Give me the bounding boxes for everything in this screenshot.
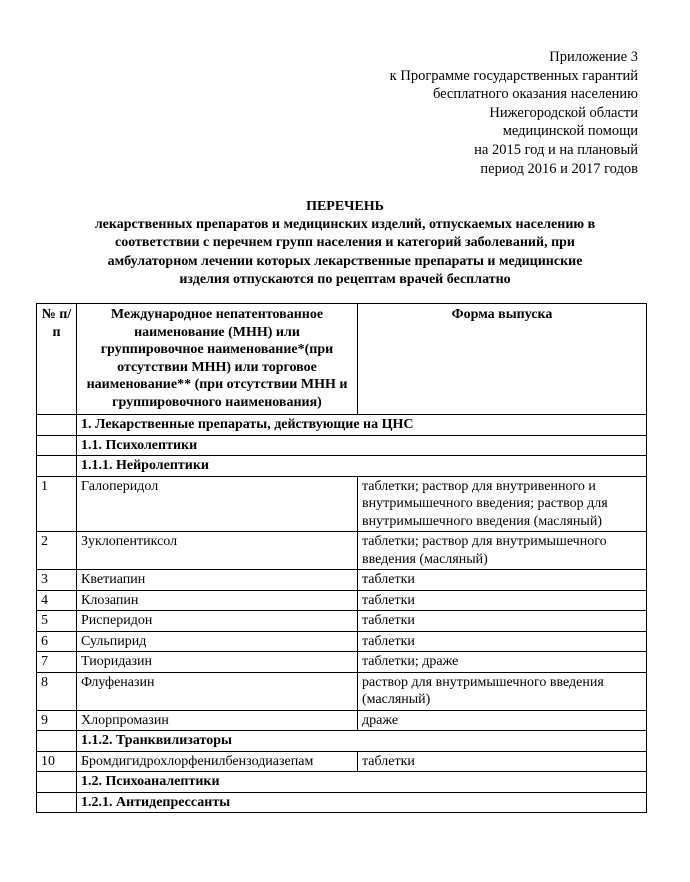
table-row <box>37 710 647 731</box>
section-title: 1.1.1. Нейролептики <box>77 456 647 477</box>
drug-name: Сульпирид <box>77 631 358 652</box>
drug-form: таблетки <box>358 590 647 611</box>
document-title <box>40 198 650 289</box>
table-row <box>37 631 647 652</box>
table-row <box>37 570 647 591</box>
row-number: 10 <box>37 751 77 772</box>
row-number: 1 <box>37 476 77 532</box>
appendix-line: бесплатного оказания населению <box>432 86 638 103</box>
drug-form: таблетки; раствор для внутримышечного введения (масляный) <box>358 532 647 570</box>
table-row <box>37 751 647 772</box>
row-number: 2 <box>37 532 77 570</box>
section-title: 1.1.2. Транквилизаторы <box>77 731 647 752</box>
header-number: № п/п <box>37 304 77 415</box>
section-number-cell <box>37 772 77 793</box>
section-number-cell <box>37 435 77 456</box>
title-line: изделия отпускаются по рецептам врачей бесплатно <box>179 271 511 287</box>
drug-name: Бромдигидрохлорфенилбензодиазепам <box>77 751 358 772</box>
table-row <box>37 590 647 611</box>
section-row <box>37 415 647 436</box>
row-number: 3 <box>37 570 77 591</box>
section-row <box>37 792 647 813</box>
row-number: 9 <box>37 710 77 731</box>
drug-name: Тиоридазин <box>77 652 358 673</box>
drug-form: таблетки <box>358 611 647 632</box>
section-title: 1.1. Психолептики <box>77 435 647 456</box>
section-row <box>37 772 647 793</box>
table-row <box>37 611 647 632</box>
drug-name: Флуфеназин <box>77 672 358 710</box>
section-number-cell <box>37 456 77 477</box>
table-header-row <box>37 304 647 415</box>
title-line: соответствии с перечнем групп населения и категорий заболеваний, при <box>115 235 575 251</box>
drug-form: таблетки <box>358 751 647 772</box>
appendix-note <box>390 48 638 178</box>
section-number-cell <box>37 731 77 752</box>
section-row <box>37 435 647 456</box>
title-heading: ПЕРЕЧЕНЬ <box>306 199 384 214</box>
drug-form: таблетки; драже <box>358 652 647 673</box>
drug-form: драже <box>358 710 647 731</box>
header-name: Международное непатентованное наименование (МНН) или группировочное наименование*(при отсутствии МНН) или торговое наименование** (при отсутствии МНН и группировочного наименования) <box>77 304 358 415</box>
appendix-line: медицинской помощи <box>502 123 638 140</box>
drug-form: таблетки <box>358 631 647 652</box>
title-line: амбулаторном лечении которых лекарственные препараты и медицинские <box>107 253 583 269</box>
appendix-line: на 2015 год и на плановый <box>474 141 638 158</box>
table-body <box>37 415 647 813</box>
drug-name: Клозапин <box>77 590 358 611</box>
drug-form: раствор для внутримышечного введения (масляный) <box>358 672 647 710</box>
appendix-line: Приложение 3 <box>549 49 638 65</box>
table-row <box>37 672 647 710</box>
section-row <box>37 731 647 752</box>
section-row <box>37 456 647 477</box>
section-title: 1.2.1. Антидепрессанты <box>77 792 647 813</box>
section-number-cell <box>37 792 77 813</box>
drug-list-table <box>36 303 647 813</box>
drug-name: Галоперидол <box>77 476 358 532</box>
section-number-cell <box>37 415 77 436</box>
section-title: 1. Лекарственные препараты, действующие на ЦНС <box>77 415 647 436</box>
row-number: 7 <box>37 652 77 673</box>
drug-form: таблетки; раствор для внутривенного и внутримышечного введения; раствор для внутримышечного введения (масляный) <box>358 476 647 532</box>
drug-name: Кветиапин <box>77 570 358 591</box>
drug-name: Рисперидон <box>77 611 358 632</box>
row-number: 5 <box>37 611 77 632</box>
table-row <box>37 652 647 673</box>
row-number: 6 <box>37 631 77 652</box>
drug-form: таблетки <box>358 570 647 591</box>
appendix-line: к Программе государственных гарантий <box>389 67 638 84</box>
drug-name: Зуклопентиксол <box>77 532 358 570</box>
appendix-line: период 2016 и 2017 годов <box>480 160 638 177</box>
drug-name: Хлорпромазин <box>77 710 358 731</box>
row-number: 4 <box>37 590 77 611</box>
table-row <box>37 476 647 532</box>
title-line: лекарственных препаратов и медицинских изделий, отпускаемых населению в <box>94 217 596 233</box>
section-title: 1.2. Психоаналептики <box>77 772 647 793</box>
table-row <box>37 532 647 570</box>
header-form: Форма выпуска <box>358 304 647 415</box>
row-number: 8 <box>37 672 77 710</box>
appendix-line: Нижегородской области <box>489 104 638 121</box>
